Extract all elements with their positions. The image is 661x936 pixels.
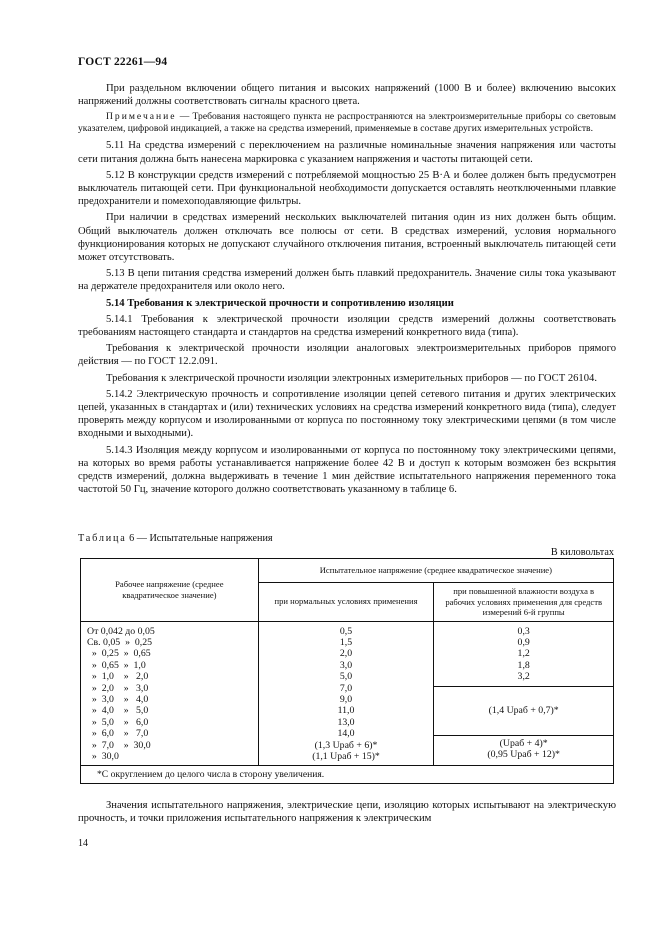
- table-caption: [78, 533, 273, 544]
- working-voltage-column: [81, 621, 259, 765]
- paragraph: Требования к электрической прочности изоляции электронных измерительных приборов — по ГОСТ 26104.: [106, 372, 597, 384]
- table-footnote: *С округлением до целого числа в сторону увеличения.: [81, 765, 614, 783]
- document-body: [78, 82, 616, 499]
- value-cell: 3,0: [339, 659, 353, 671]
- col-normal-conditions-header: при нормальных условиях применения: [258, 583, 434, 621]
- range-cell: » 1,0 » 2,0: [87, 671, 149, 683]
- value-cell: 7,0: [339, 682, 353, 694]
- table-caption-text: 6 — Испытательные напряжения: [126, 533, 273, 544]
- page-number: 14: [78, 838, 88, 849]
- paragraph: При наличии в средствах измерений нескольких выключателей питания один из них должен быть общим. Общий выключатель должен отключать все полюсы от сети. В средствах измерений, условия нормального функционирования которых не допускают случайного отключения питания, встроенный выключатель питающей сети может отсутствовать.: [78, 212, 616, 264]
- table-caption-label: Таблица: [78, 533, 127, 544]
- range-cell: » 6,0 » 7,0: [87, 728, 149, 740]
- note-text: — Требования настоящего пункта не распространяются на электроизмерительные приборы со световым указателем, цифровой индикацией, а также на средства измерений, применяемые в составе других измерительных устройств.: [78, 111, 616, 135]
- range-cell: » 2,0 » 3,0: [87, 682, 149, 694]
- value-cell: 13,0: [337, 716, 355, 728]
- value-cell: 1,5: [339, 637, 353, 649]
- table-unit: В киловольтах: [550, 547, 614, 558]
- range-cell: От 0,042 до 0,05: [87, 625, 155, 637]
- value-cell: (Uраб + 4)*: [499, 737, 548, 749]
- value-cell: (1,3 Uраб + 6)*: [314, 739, 378, 751]
- continuation-text: [78, 799, 616, 825]
- range-cell: » 3,0 » 4,0: [87, 694, 149, 706]
- range-cell: » 4,0 » 5,0: [87, 705, 149, 717]
- paragraph: 5.14.3 Изоляция между корпусом и изолированными от корпуса по постоянному току электрическими цепями, на которых во время работы устанавливается напряжение более 42 В и доступ к которым возможен без вскрытия средств измерений, должна выдерживать в течение 1 мин действие испытательного напряжения переменного тока частотой 50 Гц, значение которого должно соответствовать указанному в таблице 6.: [78, 444, 616, 496]
- normal-values-column: [258, 621, 434, 765]
- range-cell: Св. 0,05 » 0,25: [87, 637, 153, 649]
- value-cell: 2,0: [339, 648, 353, 660]
- value-cell: (0,95 Uраб + 12)*: [487, 749, 560, 761]
- col-humid-conditions-header: при повышенной влажности воздуха в рабочих условиях применения для средств измерений 6-й группы: [434, 583, 614, 621]
- value-cell: 9,0: [339, 694, 353, 706]
- humid-values-block-c: [434, 735, 614, 765]
- value-cell: 11,0: [337, 705, 355, 717]
- value-cell: (1,1 Uраб + 15)*: [312, 751, 380, 763]
- note-paragraph: [78, 111, 616, 135]
- note-label: Примечание: [106, 111, 177, 123]
- paragraph: 5.12 В конструкции средств измерений с потребляемой мощностью 25 В·А и более должен быть предусмотрен выключатель питающей сети. При функциональной необходимости допускается оставлять неотключенными плавкие предохранители и помехоподавляющие фильтры.: [78, 169, 616, 208]
- value-cell: 0,9: [517, 637, 530, 649]
- humid-values-block-b: [434, 686, 614, 735]
- test-voltage-table: [80, 558, 614, 784]
- value-cell: 5,0: [339, 671, 353, 683]
- paragraph: 5.14.1 Требования к электрической прочности изоляции средств измерений должны соответствовать требованиям настоящего стандарта и стандартов на средства измерений конкретного вида (типа).: [78, 313, 616, 339]
- value-cell: 1,8: [517, 659, 530, 671]
- range-cell: » 30,0: [87, 751, 119, 763]
- range-cell: » 5,0 » 6,0: [87, 716, 149, 728]
- paragraph: Требования к электрической прочности изоляции аналоговых электроизмерительных приборов прямого действия — по ГОСТ 12.2.091.: [78, 343, 616, 368]
- paragraph: 5.14.2 Электрическую прочность и сопротивление изоляции цепей сетевого питания и других электрических цепей, указанных в стандартах и (или) технических условиях на средства измерений конкретного вида (типа), следует проверять между корпусом и изолированными от корпуса по постоянному току электрическими цепями (в том числе входными и выходными).: [78, 388, 616, 440]
- value-cell: 3,2: [517, 671, 530, 683]
- range-cell: » 0,65 » 1,0: [87, 659, 146, 671]
- value-cell: (1,4 Uраб + 0,7)*: [488, 704, 559, 716]
- test-voltage-group-header: Испытательное напряжение (среднее квадратическое значение): [258, 559, 613, 583]
- value-cell: 1,2: [517, 648, 530, 660]
- humid-values-block-a: [434, 621, 614, 686]
- section-heading: 5.14 Требования к электрической прочности и сопротивлению изоляции: [106, 297, 454, 309]
- paragraph: При раздельном включении общего питания и высоких напряжений (1000 В и более) включению высоких напряжений должны соответствовать сигналы красного цвета.: [78, 83, 616, 108]
- document-header: ГОСТ 22261—94: [78, 56, 168, 68]
- paragraph: Значения испытательного напряжения, электрические цепи, изоляцию которых испытывают на электрическую прочность, и точки приложения испытательного напряжения к электрическим: [78, 800, 616, 825]
- paragraph: 5.13 В цепи питания средства измерений должен быть плавкий предохранитель. Значение силы тока указывают на держателе предохранителя или около него.: [78, 268, 616, 293]
- col-working-voltage-header: Рабочее напряжение (среднее квадратическое значение): [81, 559, 259, 622]
- range-cell: » 0,25 » 0,65: [87, 648, 151, 660]
- value-cell: 0,5: [339, 625, 353, 637]
- paragraph: 5.11 На средства измерений с переключением на различные номинальные значения напряжения или частоты сети питания должна быть нанесена маркировка с указанием напряжения и частоты питающей сети.: [78, 140, 616, 165]
- value-cell: 14,0: [337, 728, 355, 740]
- value-cell: 0,3: [517, 625, 530, 637]
- range-cell: » 7,0 » 30,0: [87, 739, 151, 751]
